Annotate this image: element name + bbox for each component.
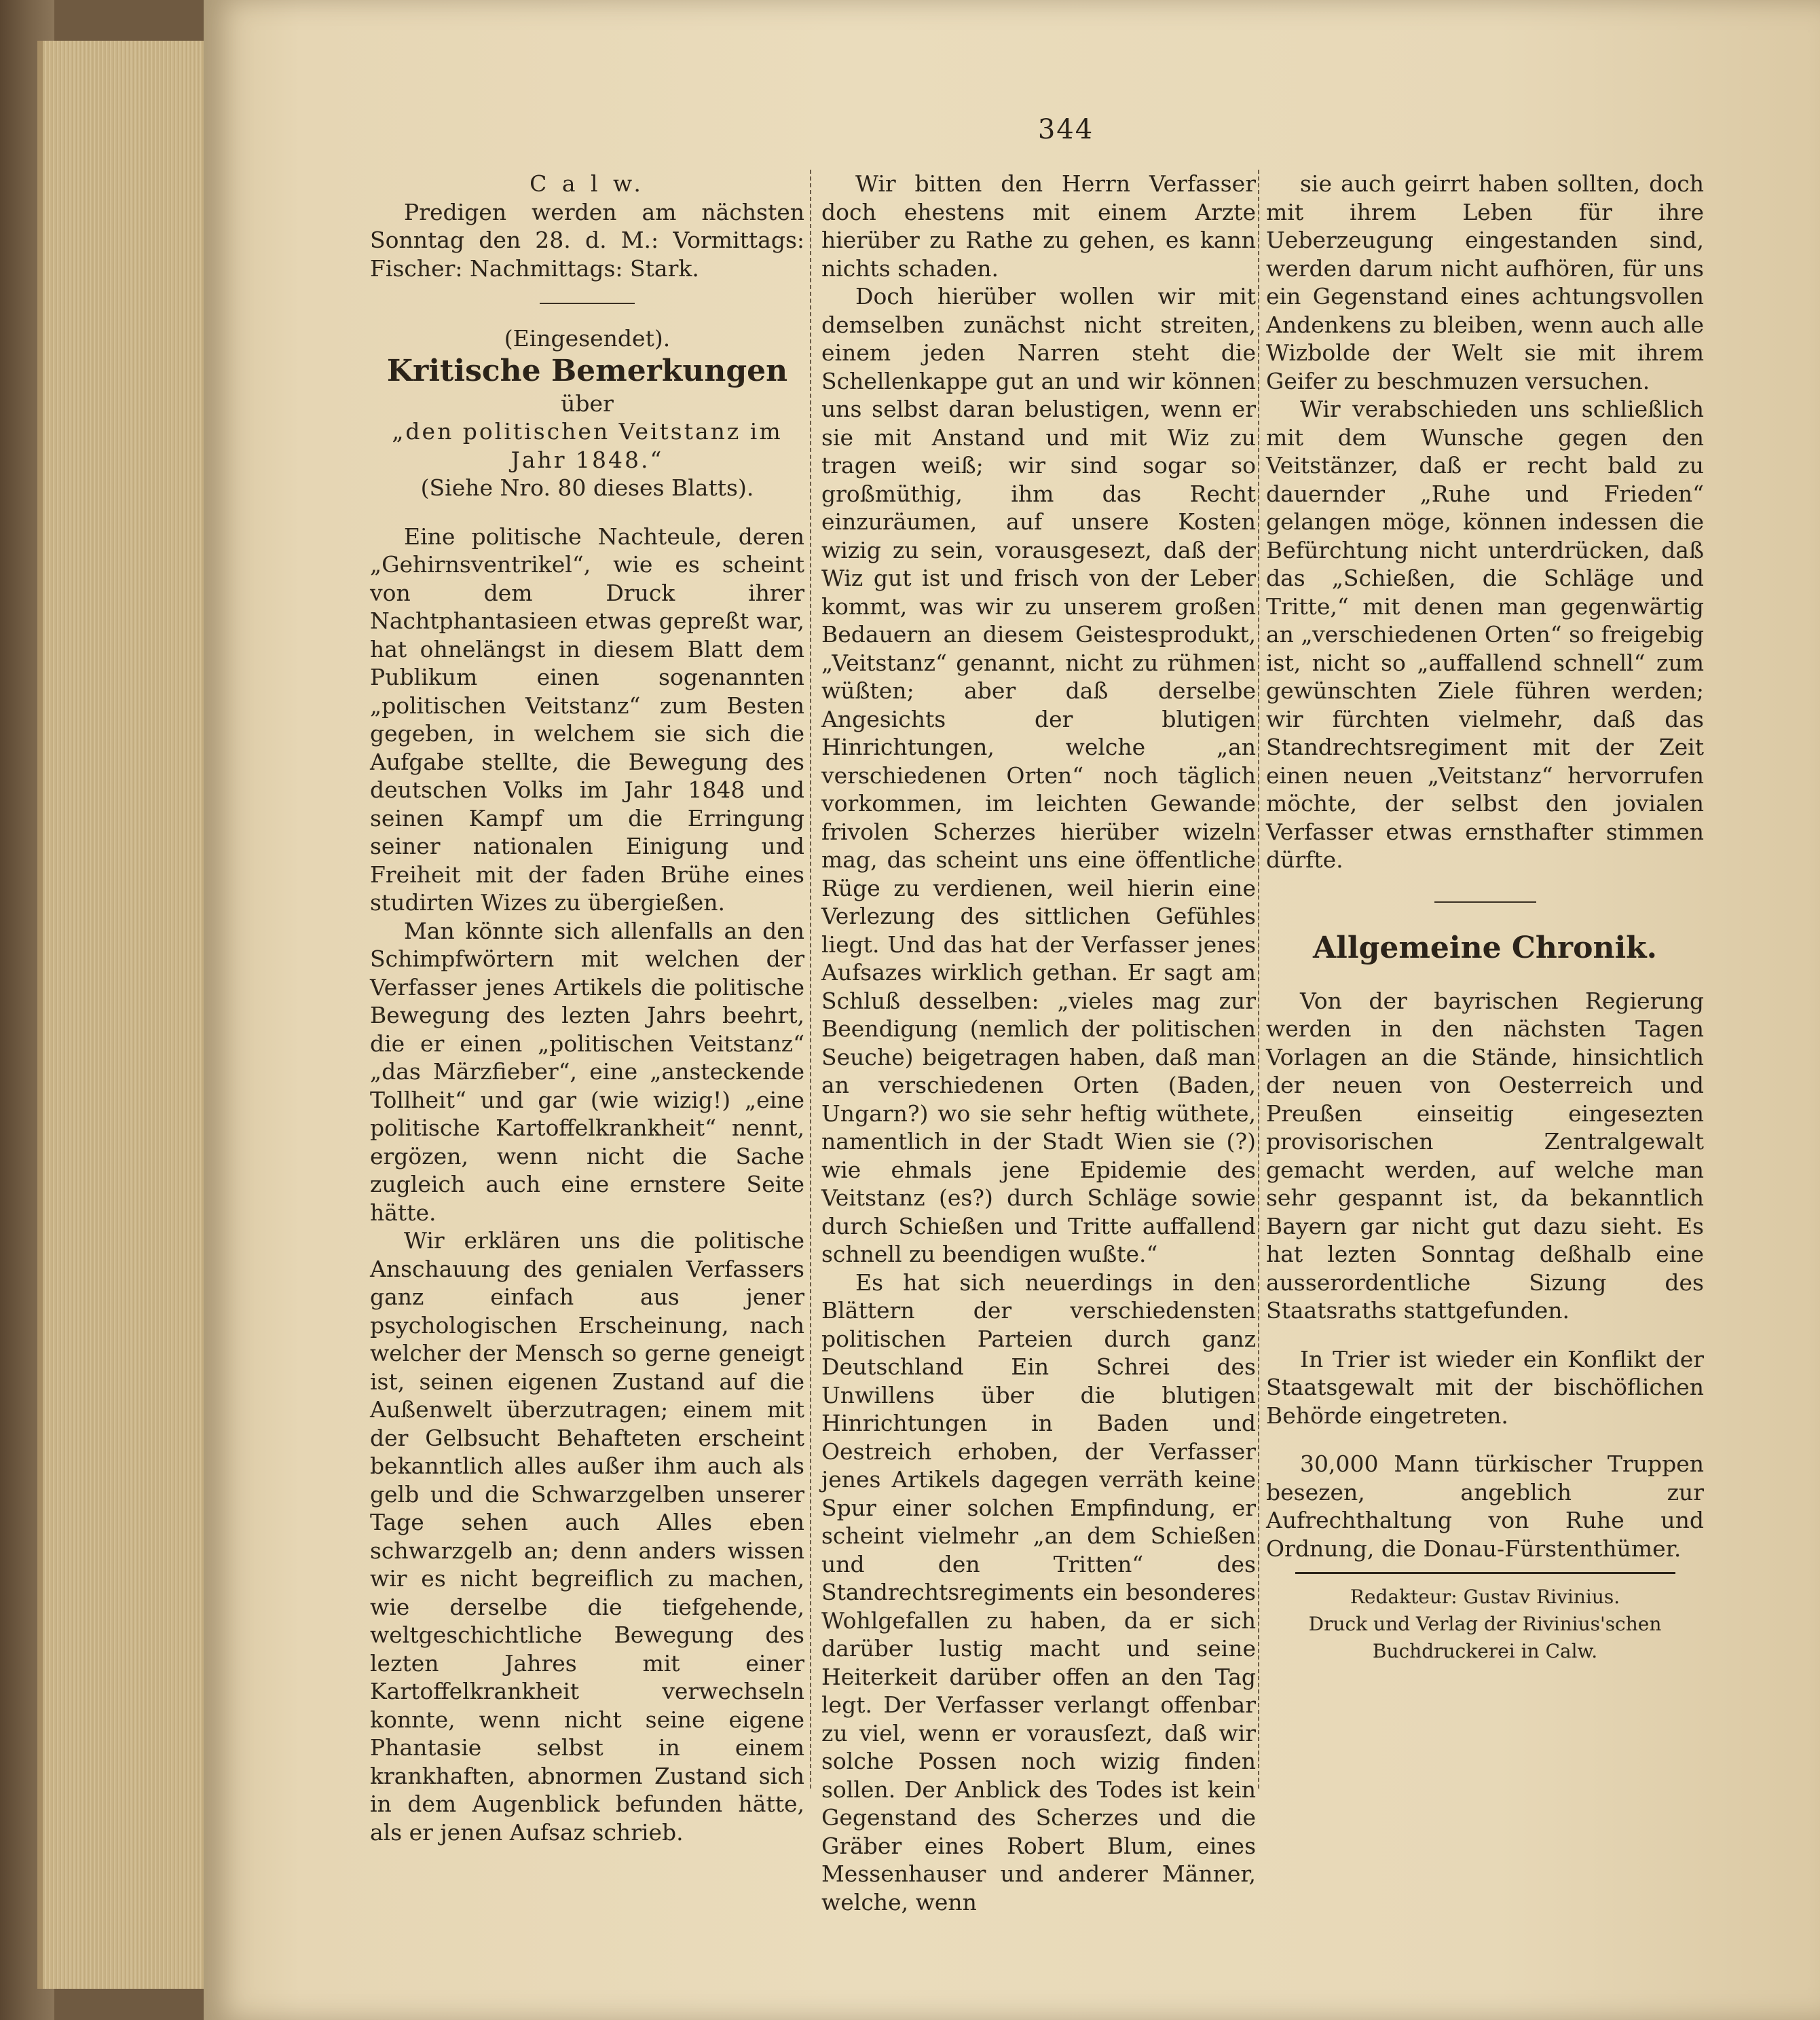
calw-title: C a l w. bbox=[530, 170, 645, 197]
chronik-heading: Allgemeine Chronik. bbox=[1313, 930, 1657, 965]
paragraph: Von der bayrischen Regierung werden in den nächsten Tagen Vorlagen an die Stände, hinsichtlich der neuen von Oesterreich und Preußen einseitig eingesezten provisorischen Zentralgewalt gemacht werden, auf welche man sehr gespannt ist, da bekanntlich Bayern gar nicht gut dazu sieht. Es hat lezten Sonntag deßhalb eine ausserordentliche Sizung des Staatsraths stattgefunden. bbox=[1266, 987, 1704, 1324]
column-divider bbox=[810, 170, 811, 1789]
article-subheading: „den politischen Veitstanz im bbox=[392, 418, 783, 445]
article-heading-ueber: über bbox=[561, 390, 614, 417]
article-reference: (Siehe Nro. 80 dieses Blatts). bbox=[420, 474, 754, 501]
article-heading: Kritische Bemerkungen bbox=[386, 353, 788, 388]
paragraph: Eine politische Nachteule, deren „Gehirnsventrikel“, wie es scheint von dem Druck ihrer Nachtphantasieen etwas gepreßt war, hat ohnelängst in diesem Blatt dem Publikum einen sogenannten „politischen Veitstanz“ zum Besten gegeben, in welchem sie sich die Aufgabe stellte, die Bewegung des deutschen Volks im Jahr 1848 und seinen Kampf um die Erringung seiner nationalen Einigung und Freiheit mit der faden Brühe eines studirten Wizes zu übergießen. bbox=[370, 523, 804, 916]
paragraph: Wir verabschieden uns schließlich mit dem Wunsche gegen den Veitstänzer, daß er recht bald zu dauernder „Ruhe und Frieden“ gelangen möge, können indessen die Befürchtung nicht unterdrücken, daß das „Schießen, die Schläge und Tritte,“ mit denen man gegenwärtig an „verschiedenen Orten“ so freigebig ist, nicht so „auffallend schnell“ zum gewünschten Ziele führen werden; wir fürchten vielmehr, daß das Standrechtsregiment mit der Zeit einen neuen „Veitstanz“ hervorrufen möchte, der selbst den jovialen Verfasser etwas ernsthafter stimmen dürfte. bbox=[1266, 396, 1704, 873]
paragraph: Doch hierüber wollen wir mit demselben zunächst nicht streiten, einem jeden Narren steht die Schellenkappe gut an und wir können uns selbst daran belustigen, wenn er sie mit Anstand und mit Wiz zu tragen weiß; wir sind sogar so großmüthig, ihm das Recht einzuräumen, auf unsere Kosten wizig zu sein, vorausgesezt, daß der Wiz gut ist und frisch von der Leber kommt, was wir zu unserem großen Bedauern an diesem Geistesprodukt, „Veitstanz“ genannt, nicht zu rühmen wüßten; aber daß derselbe Angesichts der blutigen Hinrichtungen, welche „an verschiedenen Orten“ noch täglich vorkommen, im leichten Gewande frivolen Scherzes hierüber wizeln mag, das scheint uns eine öffentliche Rüge zu verdienen, weil hierin eine Verlezung des sittlichen Gefühles liegt. Und das hat der Verfasser jenes Aufsazes wirklich gethan. Er sagt am Schluß desselben: „vieles mag zur Beendigung (nemlich der politischen Seuche) beigetragen haben, daß man an verschiedenen Orten (Baden, Ungarn?) wo sie sehr heftig wüthete, namentlich in der Stadt Wien sie (?) wie ehmals jene Epidemie des Veitstanz (es?) durch Schläge sowie durch Schießen und Tritte auffallend schnell zu beendigen wußte.“ bbox=[821, 283, 1256, 1267]
paragraph: Wir bitten den Herrn Verfasser doch ehestens mit einem Arzte hierüber zu Rathe zu gehen, es kann nichts schaden. bbox=[821, 170, 1256, 282]
article-subheading-year: Jahr 1848.“ bbox=[510, 446, 664, 473]
column-divider bbox=[1258, 170, 1259, 1789]
column-right bbox=[1266, 170, 1704, 1665]
redakteur-line: Redakteur: Gustav Rivinius. bbox=[1350, 1586, 1620, 1608]
druck-line: Druck und Verlag der Rivinius'schen Buchdruckerei in Calw. bbox=[1308, 1613, 1662, 1662]
calw-text: Predigen werden am nächsten Sonntag den 28. d. M.: Vormittags: Fischer: Nachmittags: Stark. bbox=[370, 198, 804, 282]
page-number: 344 bbox=[1037, 114, 1094, 145]
paragraph: sie auch geirrt haben sollten, doch mit ihrem Leben für ihre Ueberzeugung eingestanden sind, werden darum nicht aufhören, für uns ein Gegenstand eines achtungsvollen Andenkens zu bleiben, wenn auch alle Wizbolde der Welt sie mit ihrem Geifer zu beschmuzen versuchen. bbox=[1266, 170, 1704, 394]
paragraph: Wir erklären uns die politische Anschauung des genialen Verfassers ganz einfach aus jener psychologischen Erscheinung, nach welcher der Mensch so gerne geneigt ist, seinen eigenen Zustand auf die Außenwelt überzutragen; einem mit der Gelbsucht Behafteten erscheint bekanntlich alles außer ihm auch als gelb und die Schwarzgelben unserer Tage sehen auch Alles eben schwarzgelb an; denn anders wissen wir es nicht begreiflich zu machen, wie derselbe die tiefgehende, weltgeschichtliche Bewegung des lezten Jahres mit einer Kartoffelkrankheit verwechseln konnte, wenn nicht seine eigene Phantasie selbst in einem krankhaften, abnormen Zustand sich in dem Augenblick befunden hätte, als er jenen Aufsaz schrieb. bbox=[370, 1227, 804, 1846]
paragraph: Es hat sich neuerdings in den Blättern der verschiedensten politischen Parteien durch ganz Deutschland Ein Schrei des Unwillens über die blutigen Hinrichtungen in Baden und Oestreich erhoben, der Verfasser jenes Artikels dagegen verräth keine Spur einer solchen Empfindung, er scheint vielmehr „an dem Schießen und den Tritten“ des Standrechtsregiments ein besonderes Wohlgefallen zu haben, da er sich darüber lustig macht und seine Heiterkeit darüber offen an den Tag legt. Der Verfasser verlangt offenbar zu viel, wenn er vorausſezt, daß wir solche Possen noch wizig finden sollen. Der Anblick des Todes ist kein Gegenstand des Scherzes und die Gräber eines Robert Blum, eines Messenhauser und anderer Männer, welche, wenn bbox=[821, 1269, 1256, 1915]
column-middle bbox=[821, 170, 1256, 1916]
column-left bbox=[370, 170, 804, 1846]
paragraph: Man könnte sich allenfalls an den Schimpfwörtern mit welchen der Verfasser jenes Artikels die politische Bewegung des lezten Jahrs beehrt, die er einen „politischen Veitstanz“ „das Märzfieber“, eine „ansteckende Tollheit“ und gar (wie wizig!) „eine politische Kartoffelkrankheit“ nennt, ergözen, wenn nicht die Sache zugleich auch eine ernstere Seite hätte. bbox=[370, 917, 804, 1226]
divider bbox=[1434, 901, 1536, 903]
divider bbox=[540, 303, 635, 304]
divider bbox=[1295, 1572, 1675, 1574]
paragraph: 30,000 Mann türkischer Truppen besezen, angeblich zur Aufrechthaltung von Ruhe und Ordnung, die Donau-Fürstenthümer. bbox=[1266, 1451, 1704, 1562]
eingesendet-label: (Eingesendet). bbox=[504, 325, 671, 352]
paragraph: In Trier ist wieder ein Konflikt der Staatsgewalt mit der bischöflichen Behörde eingetreten. bbox=[1266, 1345, 1704, 1429]
